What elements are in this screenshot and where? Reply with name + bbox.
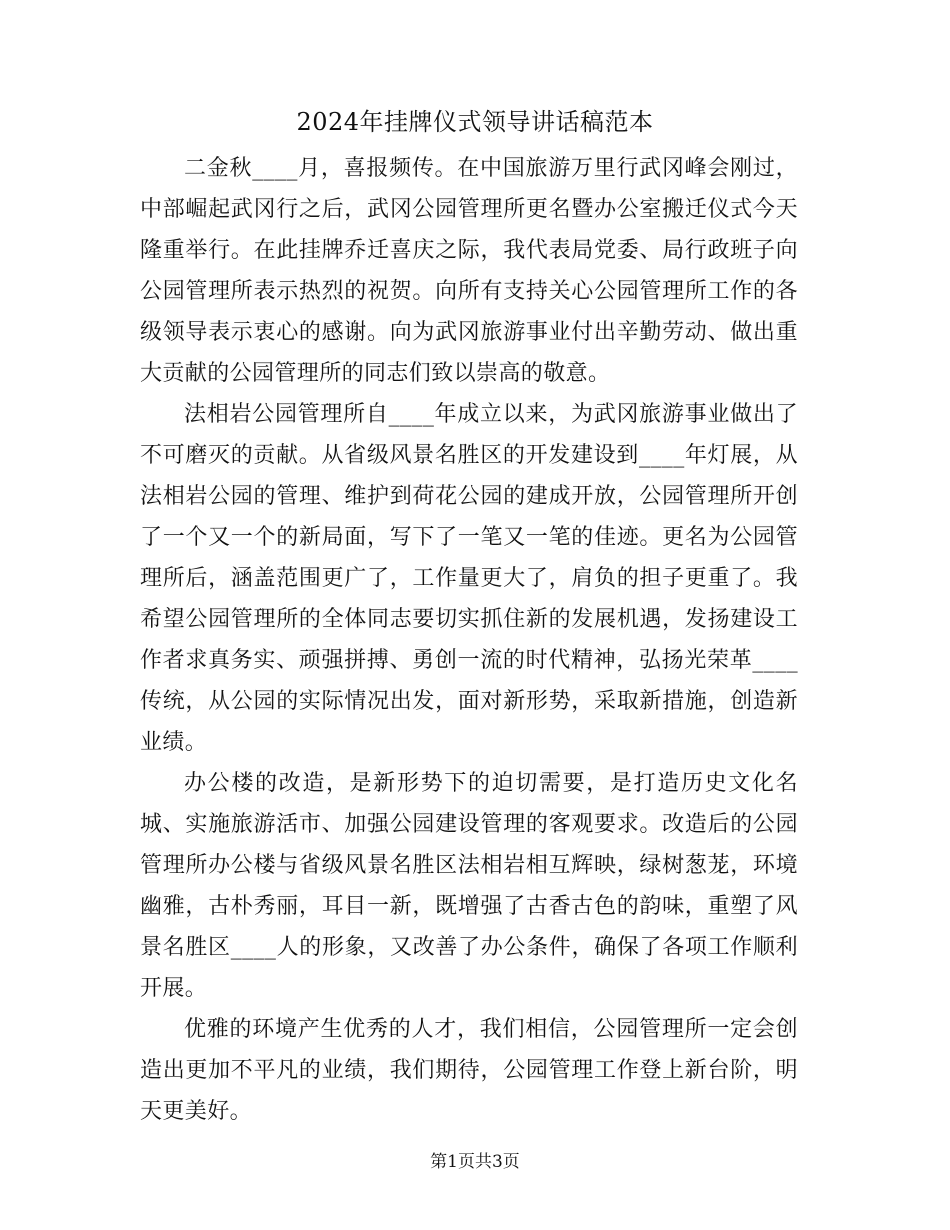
paragraph-4: 优雅的环境产生优秀的人才，我们相信，公园管理所一定会创造出更加不平凡的业绩，我们期待，公园管理工作登上新台阶，明天更美好。 [140,1017,798,1124]
page-number: 第1页共3页 [430,1152,520,1172]
paragraph-2: 法相岩公园管理所自____年成立以来，为武冈旅游事业做出了不可磨灭的贡献。从省级风景名胜区的开发建设到____年灯展，从法相岩公园的管理、维护到荷花公园的建成开放，公园管理所开创了一个又一个的新局面，写下了一笔又一笔的佳迹。更名为公园管理所后，涵盖范围更广了，工作量更大了，肩负的担子更重了。我希望公园管理所的全体同志要切实抓住新的发展机遇，发扬建设工作者求真务实、顽强拼搏、勇创一流的时代精神，弘扬光荣革____传统，从公园的实际情况出发，面对新形势，采取新措施，创造新业绩。 [140,402,798,755]
document-body [140,148,798,1132]
paragraph-3: 办公楼的改造，是新形势下的迫切需要，是打造历史文化名城、实施旅游活市、加强公园建设管理的客观要求。改造后的公园管理所办公楼与省级风景名胜区法相岩相互辉映，绿树葱茏，环境幽雅，古朴秀丽，耳目一新，既增强了古香古色的韵味，重塑了风景名胜区____人的形象，又改善了办公条件，确保了各项工作顺利开展。 [140,771,798,1001]
paragraph-1: 二金秋____月，喜报频传。在中国旅游万里行武冈峰会刚过，中部崛起武冈行之后，武冈公园管理所更名暨办公室搬迁仪式今天隆重举行。在此挂牌乔迁喜庆之际，我代表局党委、局行政班子向公园管理所表示热烈的祝贺。向所有支持关心公园管理所工作的各级领导表示衷心的感谢。向为武冈旅游事业付出辛勤劳动、做出重大贡献的公园管理所的同志们致以崇高的敬意。 [140,156,798,386]
document-title: 2024年挂牌仪式领导讲话稿范本 [296,108,654,136]
